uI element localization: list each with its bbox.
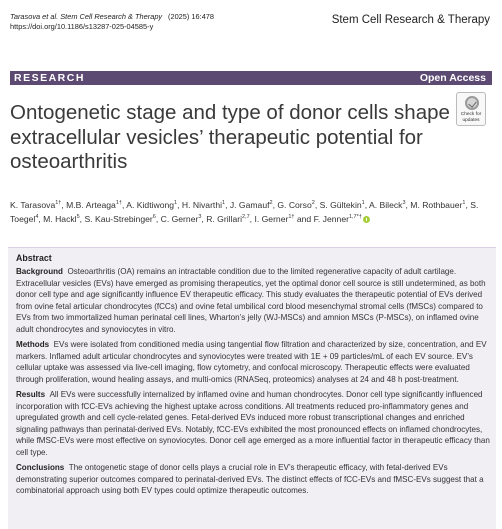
citation-authors: Tarasova et al. Stem Cell Research & Therapy [10,12,163,21]
author-affiliation: 3 [402,200,406,207]
background-text: Osteoarthritis (OA) remains an intractable condition due to the limited regenerative capacity of adult cartilage. Extracellular vesicles (EVs) have emerged as promising therapeutics, yet the optimal donor cell source is still undetermined, as both donor cell type and age significantly influence EV therapeutic efficacy. This study evaluates the therapeutic potential of EVs derived from ovine fetal articular chondrocytes (fCCs) and ovine fetal umbilical cord blood mesenchymal stromal cells (fMSCs) compared to EVs from two immortalized human perinatal cell lines, Wharton’s jelly (WJ-MSCs) and amnion MSCs (P-MSCs), on inflamed ovine adult chondrocytes and synoviocytes in vitro. [16,267,486,334]
author-entry [84,214,155,224]
author-name[interactable]: M. Rothbauer [410,200,463,210]
author-entry [126,200,177,210]
author-entry [320,200,365,210]
author-name[interactable]: I. Gerner [254,214,289,224]
conclusions-label: Conclusions [16,463,65,472]
check-for-updates-icon [465,96,479,110]
author-affiliation: 1,7*† [348,214,362,221]
author-entry [277,200,314,210]
methods-label: Methods [16,340,50,349]
orcid-icon[interactable] [363,216,370,223]
abstract-conclusions [16,462,490,497]
author-list: K. Tarasova$^{1\dagger}$, M.B. Arteaga$^{1\dagger}$, A. Kidtiwong$^1$, H. Nivarthi$^1$, J. Gamauf$^2$, G. Corso$^2$, S. Gültekin$^1$, A. Bileck$^3$, M. Rothbauer$^1$, S. Toegel$^4$, M. Hackl$^5$, S. Kau-Strebinger$^6$, C. Gerner$^3$, R. Grillari$^{2,7}$, I. Gerner$^{1\dagger}$ and F. Jenner$^{1,7*\dagger}$ [10,200,479,224]
methods-text: EVs were isolated from conditioned media using tangential flow filtration and characterized by size, concentration, and EV markers. Inflamed adult articular chondrocytes and synoviocytes were treated with 1E + 09 particles/mL of each EV source. EV’s cellular uptake was assessed via live-cell imaging, flow cytometry, and confocal microscopy. Therapeutic effects were evaluated through proliferation, wound healing assays, and multi-omics (RNASeq, proteomics) analyses at 24 and 48 h post-treatment. [16,340,487,384]
author-affiliation: 1† [288,214,295,221]
author-name[interactable]: A. Bileck [369,200,403,210]
results-text: All EVs were successfully internalized by inflamed ovine and human chondrocytes. Donor cell type significantly influenced incorporation with fCC-EVs achieving the highest uptake across conditions. All treatments reduced pro-inflammatory genes and upregulated growth and cell cycle-related genes. Fetal-derived EVs induced more robust transcriptional changes and enriched signaling pathways than perinatal-derived EVs. Notably, fCC-EVs exhibited the most pronounced effects on inflamed chondrocytes, while fMSC-EVs were most effective on synoviocytes. Donor cell age emerged as a more influential factor in therapeutic efficacy than cell type. [16,390,490,457]
open-access-label: Open Access [419,72,486,84]
author-affiliation: 2 [311,200,315,207]
abstract-background [16,266,490,335]
author-entry [206,214,249,224]
author-name[interactable]: K. Tarasova [10,200,56,210]
abstract-heading: Abstract [16,253,52,263]
author-name[interactable]: R. Grillari [206,214,242,224]
author-affiliation: 1 [462,200,466,207]
page-header [10,12,492,38]
section-bar [10,71,492,85]
author-entry [314,214,362,224]
abstract-results [16,389,490,458]
author-affiliation: 3 [198,214,202,221]
author-name[interactable]: G. Corso [277,200,312,210]
background-label: Background [16,267,63,276]
results-label: Results [16,390,46,399]
author-name[interactable]: M.B. Arteaga [66,200,116,210]
check-for-updates-badge[interactable] [456,92,486,126]
author-name[interactable]: S. Toegel [10,200,479,224]
check-for-updates-label: Check for updates [460,112,482,123]
journal-name: Stem Cell Research & Therapy [331,14,490,26]
author-entry [254,214,294,224]
conclusions-text: The ontogenetic stage of donor cells plays a crucial role in EV’s therapeutic efficacy, with fetal-derived EVs demonstrating superior outcomes compared to perinatal-derived EVs. The distinct effects of fCC-EVs and fMSC-EVs suggest that a combinatorial approach using both EV types could optimize therapeutic outcomes. [16,463,484,495]
author-entry [369,200,406,210]
author-entry [182,200,225,210]
author-name[interactable]: M. Hackl [43,214,77,224]
author-entry [43,214,80,224]
author-name[interactable]: H. Nivarthi [181,200,223,210]
author-affiliation: 2,7 [242,214,250,221]
section-label: RESEARCH [14,72,85,84]
article-title: Ontogenetic stage and type of donor cells shape extracellular vesicles’ therapeutic potential for osteoarthritis [10,101,450,173]
abstract-methods [16,339,490,385]
author-affiliation: 1 [174,200,178,207]
author-entry [410,200,465,210]
doi-link[interactable]: https://doi.org/10.1186/s13287-025-04585-y [10,22,154,31]
author-affiliation: 5 [76,214,80,221]
author-name[interactable]: A. Kidtiwong [126,200,175,210]
author-name[interactable]: C. Gerner [160,214,199,224]
author-entry [10,200,61,210]
author-name[interactable]: S. Gültekin [319,200,362,210]
citation-year-volume: (2025) 16:478 [168,12,215,21]
author-affiliation: 4 [35,214,39,221]
author-entry [230,200,273,210]
author-affiliation: 1† [115,200,122,207]
author-name[interactable]: J. Gamauf [229,200,270,210]
author-entry [161,214,202,224]
author-affiliation: 1 [222,200,226,207]
author-affiliation: 1 [361,200,365,207]
author-name[interactable]: F. Jenner [313,214,349,224]
author-affiliation: 6 [152,214,156,221]
author-entry [66,200,122,210]
author-affiliation: 2 [269,200,273,207]
author-affiliation: 1† [55,200,62,207]
author-name[interactable]: S. Kau-Strebinger [84,214,153,224]
citation-block [10,12,215,32]
abstract-box [8,247,496,529]
